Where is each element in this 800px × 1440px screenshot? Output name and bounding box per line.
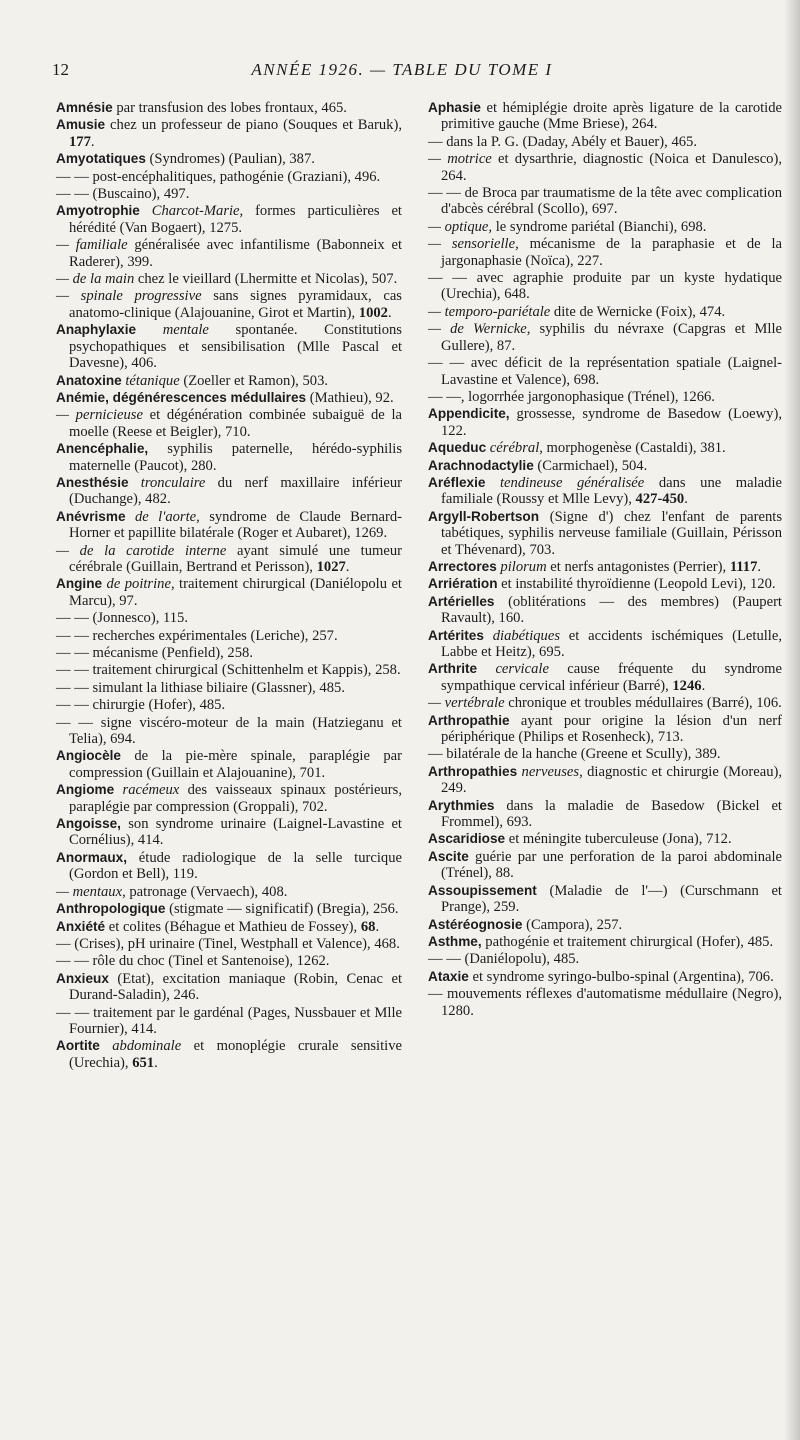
index-entry	[56, 100, 402, 116]
entry-text: (stigmate — significatif) (Bregia), 256.	[165, 901, 399, 918]
entry-text: chez le vieillard (Lhermitte et Nicolas), 507.	[134, 271, 398, 288]
index-entry	[56, 441, 402, 474]
index-entry	[428, 661, 782, 694]
entry-head: Appendicite,	[428, 406, 510, 422]
entry-text: — — de Broca par traumatisme de la tête avec complication d'abcès cérébral (Scollo), 697.	[428, 185, 782, 218]
entry-page-bold: 1027	[316, 558, 346, 575]
entry-text: sans signes pyramidaux, cas anatomo-clinique (Alajouanine, Girot et Martin),	[69, 288, 402, 321]
index-entry	[428, 151, 782, 184]
entry-text: son syndrome urinaire (Laignel-Lavastine et Cornélius), 414.	[69, 816, 402, 849]
index-entry	[56, 901, 402, 917]
entry-italic: — spinale progressive	[56, 288, 202, 305]
left-column	[56, 100, 402, 1072]
index-entry	[428, 628, 782, 661]
entry-tail: .	[90, 133, 95, 150]
index-entry	[56, 816, 402, 849]
index-entry	[428, 849, 782, 882]
index-entry	[428, 695, 782, 711]
entry-italic: — temporo-pariétale	[428, 303, 551, 320]
index-entry	[428, 406, 782, 439]
index-entry	[56, 697, 402, 713]
entry-head: Assoupissement	[428, 882, 537, 898]
entry-head: Aortite	[56, 1038, 100, 1054]
entry-text: (Zoeller et Ramon), 503.	[179, 372, 329, 389]
entry-text: (oblitérations — des membres) (Paupert Ravault), 160.	[441, 593, 782, 627]
entry-text: par transfusion des lobes frontaux, 465.	[112, 100, 347, 116]
index-entry	[56, 1005, 402, 1038]
index-entry	[56, 237, 402, 270]
index-entry	[56, 322, 402, 371]
index-entry	[428, 764, 782, 797]
entry-head: Ataxie	[428, 968, 469, 984]
entry-text: généralisée avec infantilisme (Babonneix et Raderer), 399.	[69, 237, 402, 270]
entry-head: Arrectores	[428, 558, 497, 574]
entry-text: diagnostic et chirurgie (Moreau), 249.	[441, 763, 782, 797]
entry-italic: — vertébrale	[428, 695, 505, 712]
entry-head: Aréflexie	[428, 474, 486, 490]
entry-text: et hémiplégie droite après ligature de la carotide primitive gauche (Mme Briese), 264.	[441, 100, 782, 133]
entry-page-bold: 68	[360, 918, 376, 935]
index-entry	[56, 782, 402, 815]
entry-text: ayant simulé une tumeur cérébrale (Guillain, Bertrand et Perisson),	[69, 542, 402, 575]
entry-head: Anévrisme	[56, 508, 126, 524]
entry-text: dans une maladie familiale (Roussy et Mlle Levy),	[441, 474, 782, 508]
entry-text: (Signe d') chez l'enfant de parents tabétiques, syphilis nerveuse familiale (Guillain, Périsson et Thévenard), 703.	[441, 508, 782, 558]
index-entry	[428, 440, 782, 456]
entry-head: Aphasie	[428, 100, 481, 115]
index-entry	[428, 134, 782, 150]
entry-head: Anthropologique	[56, 901, 166, 917]
entry-tail: .	[154, 1054, 158, 1071]
entry-text: et monoplégie crurale sensitive (Urechia),	[69, 1038, 402, 1071]
entry-text: — — simulant la lithiase biliaire (Glassner), 485.	[56, 679, 345, 696]
entry-text: — — (Daniélopolu), 485.	[428, 951, 580, 968]
entry-italic: nerveuses,	[517, 763, 583, 780]
index-entry	[428, 475, 782, 508]
entry-text: mécanisme de la paraphasie et de la jargonaphasie (Noïca), 227.	[441, 236, 782, 269]
index-entry	[56, 288, 402, 321]
entry-italic: mentale	[136, 322, 209, 339]
entry-italic: — pernicieuse	[56, 407, 143, 424]
index-entry	[428, 951, 782, 967]
entry-head: Anxieux	[56, 970, 109, 986]
entry-text: et colites (Béhague et Mathieu de Fossey),	[105, 918, 361, 935]
entry-text: (Maladie de l'—) (Curschmann et Prange), 259.	[441, 882, 782, 916]
entry-italic: — mentaux,	[56, 883, 126, 900]
entry-text: traitement chirurgical (Daniélopolu et Marcu), 97.	[69, 576, 402, 609]
entry-text: — — chirurgie (Hofer), 485.	[56, 697, 226, 714]
entry-head: Astéréognosie	[428, 916, 523, 932]
entry-italic: tendineuse généralisée	[485, 474, 645, 491]
entry-text: — — avec agraphie produite par un kyste hydatique (Urechia), 648.	[428, 270, 782, 303]
entry-head: Anencéphalie,	[56, 441, 149, 457]
entry-text: — — recherches expérimentales (Leriche), 257.	[56, 627, 338, 644]
entry-text: guérie par une perforation de la paroi abdominale (Trénel), 88.	[441, 848, 782, 882]
entry-page-bold: 177	[69, 133, 91, 150]
entry-text: patronage (Vervaech), 408.	[125, 883, 288, 900]
entry-text: — — signe viscéro-moteur de la main (Hatzieganu et Telia), 694.	[56, 714, 402, 748]
entry-head: Amnésie	[56, 100, 113, 115]
entry-italic: abdominale	[99, 1038, 182, 1055]
entry-text: et accidents ischémiques (Letulle, Labbe et Heitz), 695.	[441, 627, 782, 660]
entry-italic: Charcot-Marie,	[139, 203, 244, 220]
entry-text: pathogénie et traitement chirurgical (Hofer), 485.	[481, 933, 774, 950]
index-entry	[428, 969, 782, 985]
index-entry	[56, 373, 402, 389]
index-entry	[56, 936, 402, 952]
index-entry	[428, 713, 782, 746]
entry-head: Asthme,	[428, 933, 482, 949]
entry-text: et syndrome syringo-bulbo-spinal (Argentina), 706.	[468, 968, 774, 985]
entry-text: — mouvements réflexes d'automatisme médullaire (Negro), 1280.	[428, 986, 782, 1019]
entry-head: Angine	[56, 576, 103, 592]
entry-head: Ascite	[428, 848, 469, 864]
index-entry	[56, 475, 402, 508]
index-entry	[428, 917, 782, 933]
entry-page-bold: 1002	[358, 304, 388, 321]
index-entry	[56, 203, 402, 236]
entry-text: (Syndromes) (Paulian), 387.	[145, 151, 315, 168]
entry-text: syphilis paternelle, hérédo-syphilis maternelle (Paucot), 280.	[69, 441, 402, 474]
index-entry	[428, 576, 782, 592]
entry-text: dans la maladie de Basedow (Bickel et Frommel), 693.	[441, 797, 782, 831]
entry-italic: cervicale	[477, 661, 549, 678]
entry-text: étude radiologique de la selle turcique (Gordon et Bell), 119.	[69, 849, 402, 883]
index-entry	[56, 407, 402, 440]
index-entry	[56, 390, 402, 406]
entry-italic: tronculaire	[128, 474, 206, 491]
index-entry	[428, 509, 782, 558]
entry-italic: pilorum	[496, 558, 547, 575]
index-entry	[56, 1038, 402, 1071]
index-entry	[428, 798, 782, 831]
entry-text: ayant pour origine la lésion d'un nerf périphérique (Philips et Rosenheck), 713.	[441, 712, 782, 746]
index-entry	[56, 610, 402, 626]
entry-text: et dysarthrie, diagnostic (Noica et Danulesco), 264.	[441, 151, 782, 184]
entry-italic: — de la carotide interne	[56, 542, 227, 559]
index-entry	[428, 304, 782, 320]
entry-head: Arthropathies	[428, 763, 518, 779]
entry-text: — — (Buscaino), 497.	[56, 186, 190, 203]
entry-italic: — optique,	[428, 218, 493, 235]
entry-text: chronique et troubles médullaires (Barré), 106.	[504, 695, 782, 712]
index-entry	[428, 594, 782, 627]
index-entry	[56, 884, 402, 900]
entry-text: du nerf maxillaire inférieur (Duchange), 482.	[69, 474, 403, 508]
entry-head: Angiocèle	[56, 748, 121, 764]
index-entry	[56, 543, 402, 576]
entry-head: Arthropathie	[428, 712, 510, 728]
index-entry	[428, 934, 782, 950]
entry-text: (Carmichael), 504.	[533, 457, 648, 474]
entry-tail: .	[684, 491, 688, 508]
index-entry	[56, 169, 402, 185]
index-entry	[428, 185, 782, 218]
entry-italic: de poitrine,	[102, 576, 175, 593]
index-entry	[56, 509, 402, 542]
index-entry	[56, 151, 402, 167]
index-entry	[428, 458, 782, 474]
entry-text: et instabilité thyroïdienne (Leopold Levi), 120.	[497, 576, 776, 593]
entry-tail: .	[701, 677, 706, 694]
index-entry	[428, 321, 782, 354]
index-entry	[56, 628, 402, 644]
entry-text: le syndrome pariétal (Bianchi), 698.	[492, 218, 707, 235]
entry-italic: tétanique	[121, 372, 180, 389]
entry-page-bold: 1246	[672, 677, 702, 694]
index-entry	[428, 219, 782, 235]
entry-italic: racémeux	[114, 782, 180, 799]
index-entry	[428, 270, 782, 303]
index-entry	[428, 559, 782, 575]
entry-text: — (Crises), pH urinaire (Tinel, Westphall et Valence), 468.	[56, 935, 400, 952]
entry-text: — — traitement par le gardénal (Pages, Nussbauer et Mlle Fournier), 414.	[56, 1004, 402, 1037]
entry-text: — — (Jonnesco), 115.	[56, 610, 188, 627]
entry-text: — — traitement chirurgical (Schittenhelm et Kappis), 258.	[56, 662, 401, 679]
entry-tail: .	[375, 918, 380, 935]
entry-text: morphogenèse (Castaldi), 381.	[542, 440, 726, 457]
entry-head: Amyotatiques	[56, 151, 146, 167]
entry-text: syphilis du névraxe (Capgras et Mlle Gullere), 87.	[441, 321, 782, 354]
entry-text: — — mécanisme (Penfield), 258.	[56, 645, 253, 661]
entry-text: — — rôle du choc (Tinel et Santenoise), 1262.	[56, 953, 330, 970]
entry-head: Angiome	[56, 782, 115, 798]
entry-head: Arythmies	[428, 797, 495, 813]
entry-tail: .	[387, 304, 392, 321]
entry-text: (Mathieu), 92.	[306, 389, 394, 406]
entry-head: Argyll-Robertson	[428, 508, 540, 524]
index-entry	[428, 831, 782, 847]
index-entry	[428, 355, 782, 388]
index-entry	[428, 236, 782, 269]
entry-text: dite de Wernicke (Foix), 474.	[550, 303, 726, 320]
entry-tail: .	[757, 558, 762, 575]
index-entry	[428, 986, 782, 1019]
page-edge-shadow	[784, 0, 800, 1440]
index-entry	[56, 919, 402, 935]
index-entry	[56, 645, 402, 661]
entry-head: Aqueduc	[428, 440, 487, 456]
entry-italic: — motrice	[428, 151, 492, 168]
index-entry	[56, 271, 402, 287]
entry-head: Arthrite	[428, 661, 478, 677]
index-entry	[56, 680, 402, 696]
entry-text: et nerfs antagonistes (Perrier),	[546, 558, 730, 575]
entry-text: — dans la P. G. (Daday, Abély et Bauer), 465.	[428, 133, 697, 150]
entry-text: grossesse, syndrome de Basedow (Loewy), 122.	[441, 406, 782, 439]
entry-head: Anormaux,	[56, 849, 128, 865]
entry-head: Anatoxine	[56, 372, 122, 388]
entry-italic: — de Wernicke,	[428, 321, 531, 338]
entry-text: et méningite tuberculeuse (Jona), 712.	[505, 831, 732, 848]
index-entry	[56, 715, 402, 748]
index-entry	[56, 117, 402, 150]
index-entry	[428, 883, 782, 916]
index-entry	[428, 389, 782, 405]
entry-italic: de l'aorte,	[125, 508, 200, 525]
entry-text: — bilatérale de la hanche (Greene et Scully), 389.	[428, 746, 721, 763]
entry-text: de la pie-mère spinale, paraplégie par compression (Guillain et Alajouanine), 701.	[69, 748, 402, 781]
entry-text: cause fréquente du syndrome sympathique cervical inférieur (Barré),	[441, 661, 782, 694]
index-entry	[56, 662, 402, 678]
entry-page-bold: 1117	[729, 558, 758, 575]
entry-text: formes particulières et hérédité (Van Bogaert), 1275.	[69, 203, 402, 236]
entry-head: Ascaridiose	[428, 831, 506, 847]
index-entry	[56, 576, 402, 609]
entry-head: Anémie, dégénérescences médullaires	[56, 389, 307, 405]
index-entry	[428, 100, 782, 133]
entry-italic: — de la main	[56, 271, 135, 288]
entry-head: Amyotrophie	[56, 203, 140, 219]
entry-text: — — avec déficit de la représentation spatiale (Laignel-Lavastine et Valence), 698.	[428, 355, 782, 388]
entry-head: Arriération	[428, 576, 498, 592]
entry-text: et dégénération combinée subaiguë de la moelle (Reese et Beigler), 710.	[69, 407, 402, 440]
entry-text: chez un professeur de piano (Souques et Baruk),	[105, 117, 402, 134]
index-entry	[56, 971, 402, 1004]
entry-tail: .	[345, 558, 350, 575]
entry-head: Angoisse,	[56, 816, 121, 832]
entry-head: Artérites	[428, 627, 484, 643]
right-column	[428, 100, 782, 1020]
entry-text: des vaisseaux spinaux postérieurs, paraplégie par compression (Groppali), 702.	[69, 782, 402, 815]
entry-italic: — sensorielle,	[428, 236, 519, 253]
entry-italic: diabétiques	[483, 627, 560, 644]
entry-italic: — familiale	[56, 237, 128, 254]
index-entry	[56, 850, 402, 883]
entry-page-bold: 427-450	[635, 491, 685, 508]
index-entry	[56, 748, 402, 781]
entry-text: — — post-encéphalitiques, pathogénie (Graziani), 496.	[56, 168, 381, 185]
entry-text: (Etat), excitation maniaque (Robin, Cenac et Durand-Saladin), 246.	[69, 970, 402, 1004]
index-entry	[428, 746, 782, 762]
index-entry	[56, 186, 402, 202]
entry-head: Anxiété	[56, 918, 106, 934]
entry-head: Anesthésie	[56, 474, 129, 490]
entry-text: (Campora), 257.	[522, 916, 623, 933]
entry-head: Amusie	[56, 117, 106, 133]
running-title: ANNÉE 1926. — TABLE DU TOME I	[251, 60, 553, 79]
entry-head: Arachnodactylie	[428, 457, 534, 473]
entry-italic: cérébral,	[486, 440, 543, 457]
entry-head: Artérielles	[428, 593, 495, 609]
index-entry	[56, 953, 402, 969]
entry-text: spontanée. Constitutions psychopathiques et sensibilisation (Mlle Pascal et Davesne), 406.	[69, 322, 402, 372]
entry-text: — —, logorrhée jargonophasique (Trénel), 1266.	[428, 388, 715, 405]
entry-head: Anaphylaxie	[56, 322, 137, 338]
page-number: 12	[52, 60, 69, 79]
entry-page-bold: 651	[132, 1054, 155, 1071]
page-header	[52, 60, 752, 86]
entry-text: syndrome de Claude Bernard-Horner et papillite bilatérale (Roger et Aubaret), 1269.	[69, 508, 403, 542]
